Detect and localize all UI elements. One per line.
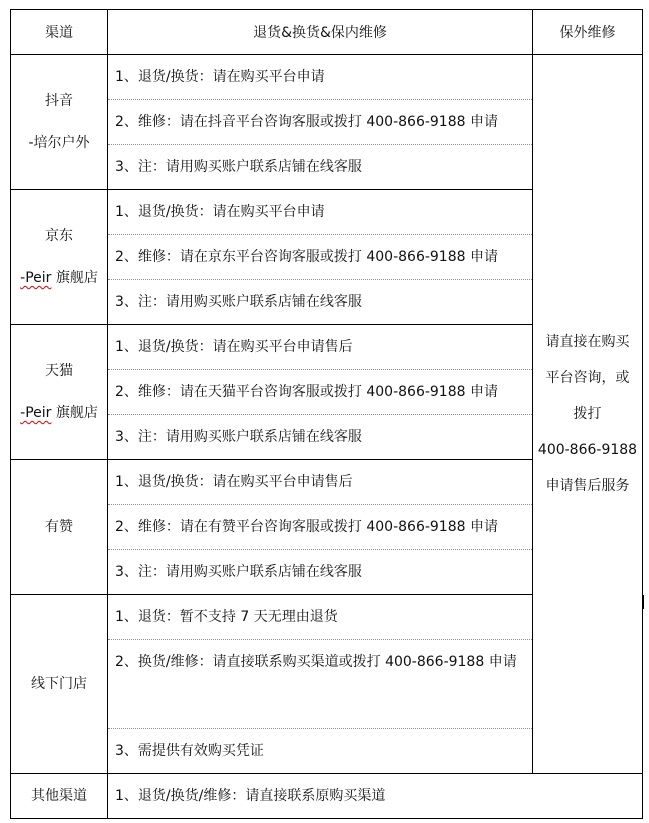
channel-name: 抖音 <box>45 93 73 109</box>
channel-name: 线下门店 <box>31 676 87 692</box>
header-returns-warranty: 退货&换货&保内维修 <box>108 10 533 55</box>
channel-name: 其他渠道 <box>31 788 87 804</box>
channel-name: 京东 <box>45 228 73 244</box>
outside-phone: 400-866-9188 <box>537 442 638 458</box>
after-sales-table <box>10 9 643 819</box>
policy-item: 3、需提供有效购买凭证 <box>115 743 264 759</box>
table-row <box>11 55 643 190</box>
channel-store-suffix: 旗舰店 <box>51 270 98 286</box>
policy-cell <box>108 460 533 595</box>
policy-item: 3、注：请用购买账户联系店铺在线客服 <box>115 429 362 445</box>
channel-cell-douyin <box>11 55 108 190</box>
policy-item: 1、退货/换货：请在购买平台申请售后 <box>108 325 532 370</box>
table-row <box>11 774 643 819</box>
header-channel: 渠道 <box>11 10 108 55</box>
header-outside-warranty: 保外维修 <box>533 10 643 55</box>
policy-item: 3、注：请用购买账户联系店铺在线客服 <box>115 294 362 310</box>
outside-line: 拨打 <box>573 406 602 422</box>
policy-item: 2、维修：请在天猫平台咨询客服或拨打 400-866-9188 申请 <box>108 370 532 415</box>
policy-item: 2、维修：请在抖音平台咨询客服或拨打 400-866-9188 申请 <box>108 100 532 145</box>
channel-cell-youzan <box>11 460 108 595</box>
policy-cell <box>108 595 533 774</box>
channel-store <box>11 392 107 434</box>
outside-line: 请直接在购买 <box>545 334 630 350</box>
channel-cell-jd <box>11 190 108 325</box>
policy-item: 2、维修：请在京东平台咨询客服或拨打 400-866-9188 申请 <box>108 235 532 280</box>
channel-store <box>11 257 107 299</box>
spellcheck-word: -Peir <box>20 270 52 286</box>
spellcheck-word: -Peir <box>20 405 52 421</box>
policy-item: 1、退货/换货/维修：请直接联系原购买渠道 <box>115 788 386 804</box>
policy-item: 2、维修：请在有赞平台咨询客服或拨打 400-866-9188 申请 <box>108 505 532 550</box>
policy-item: 3、注：请用购买账户联系店铺在线客服 <box>115 564 362 580</box>
policy-item: 1、退货：暂不支持 7 天无理由退货 <box>108 595 532 640</box>
policy-item: 3、注：请用购买账户联系店铺在线客服 <box>115 159 362 175</box>
outside-repair-cell <box>533 55 643 774</box>
channel-cell-tmall <box>11 325 108 460</box>
text-cursor <box>642 595 644 609</box>
policy-item: 2、换货/维修：请直接联系购买渠道或拨打 400-866-9188 申请 <box>108 640 532 729</box>
policy-cell <box>108 190 533 325</box>
policy-item: 1、退货/换货：请在购买平台申请 <box>108 190 532 235</box>
channel-store: -培尔户外 <box>28 135 90 151</box>
policy-cell <box>108 55 533 190</box>
policy-cell <box>108 774 643 819</box>
header-row <box>11 10 643 55</box>
channel-cell-other <box>11 774 108 819</box>
outside-line: 申请售后服务 <box>545 478 630 494</box>
policy-cell <box>108 325 533 460</box>
channel-store-suffix: 旗舰店 <box>51 405 98 421</box>
policy-item: 1、退货/换货：请在购买平台申请 <box>108 55 532 100</box>
channel-name: 有赞 <box>45 519 73 535</box>
policy-item: 1、退货/换货：请在购买平台申请售后 <box>108 460 532 505</box>
channel-cell-offline <box>11 595 108 774</box>
outside-line: 平台咨询，或 <box>545 370 630 386</box>
channel-name: 天猫 <box>45 363 73 379</box>
